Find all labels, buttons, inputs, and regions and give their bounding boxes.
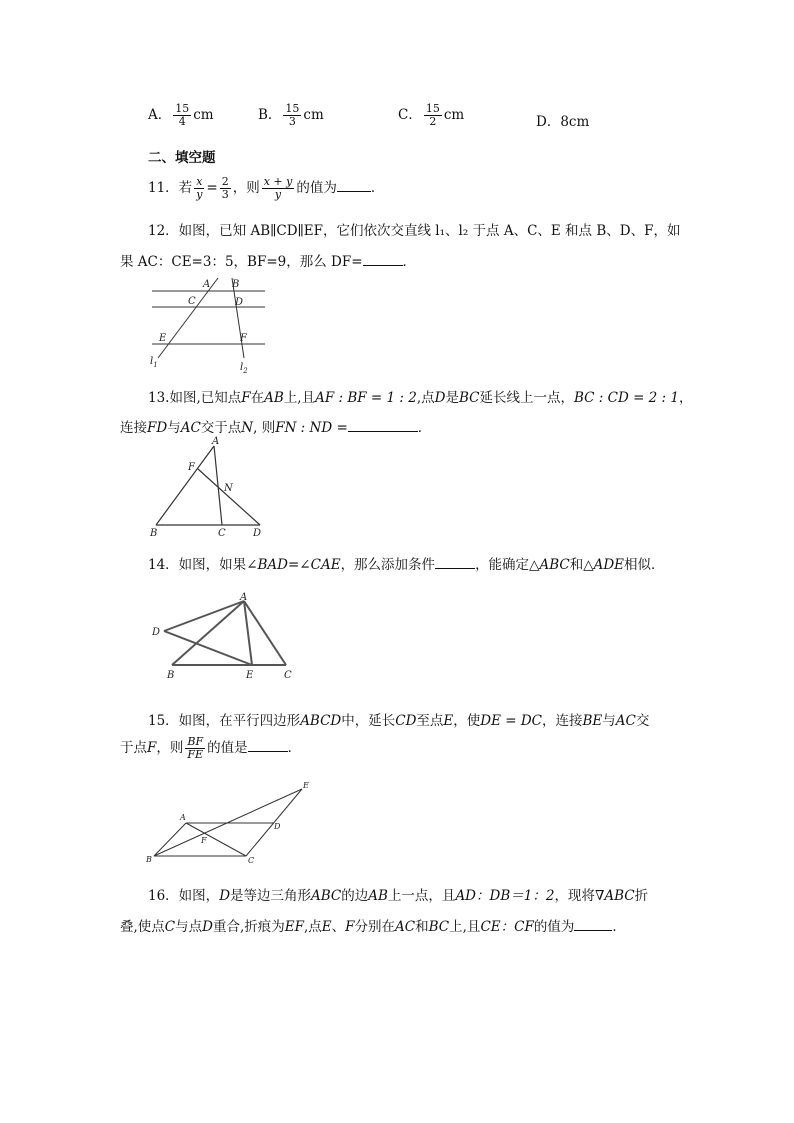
question-14: 14．如图，如果∠BAD=∠CAE，那么添加条件 ，能确定△ABC和△ADE相似． bbox=[148, 557, 665, 573]
segment-ab bbox=[172, 601, 244, 665]
choice-b-fraction: $\frac{15}{3}$ bbox=[285, 102, 300, 128]
answer-blank[interactable] bbox=[363, 252, 403, 266]
label-e: E bbox=[246, 670, 254, 681]
segment-ad bbox=[164, 601, 244, 631]
q11-fraction-x-over-y: $\frac{x}{y}$ bbox=[196, 175, 203, 201]
label-f: F bbox=[201, 836, 207, 845]
label-l1: $l_1$ bbox=[150, 356, 158, 369]
label-d: D bbox=[235, 297, 244, 308]
question-12-line-1: 12．如图，已知 AB∥CD∥EF，它们依次交直线 l₁、l₂ 于点 A、C、E 和点 B、D、F，如 bbox=[148, 223, 681, 239]
question-15-line-1: 15．如图，在平行四边形ABCD中，延长CD至点E，使DE = DC，连接BE与AC交 bbox=[148, 713, 650, 729]
choice-d: D．8cm bbox=[536, 114, 590, 130]
label-c: C bbox=[248, 856, 255, 865]
label-e: E bbox=[303, 781, 309, 790]
label-b: B bbox=[167, 670, 175, 681]
line-l2 bbox=[232, 278, 244, 358]
answer-blank[interactable] bbox=[574, 917, 612, 931]
line-l1 bbox=[158, 278, 218, 358]
label-c: C bbox=[218, 528, 226, 539]
q11-fraction-two-thirds: $\frac{2}{3}$ bbox=[221, 175, 229, 201]
question-15-line-2: 于点F，则 $\frac{BF}{FE}$ 的值是 ． bbox=[120, 735, 302, 761]
segment-ab bbox=[154, 823, 186, 856]
figure-parallelogram bbox=[140, 776, 320, 868]
choice-b: B． $\frac{15}{3}$ cm bbox=[258, 102, 324, 128]
question-12-line-2: 果 AC：CE=3：5，BF=9，那么 DF= ． bbox=[120, 254, 417, 270]
q11-fraction-x-plus-y-over-y: $\frac{x + y}{y}$ bbox=[263, 175, 293, 201]
answer-blank[interactable] bbox=[337, 178, 371, 192]
choice-c-fraction: $\frac{15}{2}$ bbox=[425, 102, 440, 128]
label-c: C bbox=[284, 670, 292, 681]
figure-similar-triangles bbox=[148, 590, 298, 682]
question-16-line-2: 叠,使点C与点D重合,折痕为EF,点E、F分别在AC和BC上,且CE：CF的值为 ． bbox=[120, 919, 626, 935]
q15-fraction-bf-over-fe: $\frac{BF}{FE}$ bbox=[187, 735, 204, 761]
label-b: B bbox=[146, 855, 152, 864]
segment-ac bbox=[214, 446, 222, 525]
question-13-line-2: 连接FD与AC交于点N, 则FN : ND = ． bbox=[120, 420, 432, 436]
segment-ab bbox=[156, 446, 214, 525]
label-f: F bbox=[240, 333, 247, 344]
choice-c: C． $\frac{15}{2}$ cm bbox=[398, 102, 465, 128]
label-e: E bbox=[159, 333, 167, 344]
label-d: D bbox=[152, 627, 161, 638]
figure-triangle-fn-nd bbox=[140, 436, 280, 542]
label-n: N bbox=[224, 483, 233, 494]
label-c: C bbox=[188, 296, 196, 307]
choice-a: A． $\frac{15}{4}$ cm bbox=[148, 102, 214, 128]
label-a: A bbox=[212, 436, 220, 447]
question-13-line-1: 13.如图,已知点F在AB上,且AF : BF = 1 : 2,点D是BC延长线上一点，BC : CD = 2 : 1， bbox=[148, 390, 693, 406]
label-a: A bbox=[180, 813, 186, 822]
label-b: B bbox=[150, 528, 158, 539]
figure-parallel-lines bbox=[140, 272, 280, 376]
question-16-line-1: 16．如图，D是等边三角形ABC的边AB上一点，且AD：DB＝1：2，现将∇ABC折 bbox=[148, 888, 649, 904]
label-a: A bbox=[203, 279, 211, 290]
answer-blank[interactable] bbox=[435, 555, 475, 569]
question-11: 11．若 $\frac{x}{y}$ = $\frac{2}{3}$ ，则 $\frac{x + y}{y}$ 的值为 ． bbox=[148, 175, 385, 201]
label-d: D bbox=[253, 528, 262, 539]
choice-a-fraction: $\frac{15}{4}$ bbox=[175, 102, 190, 128]
section-title: 二、填空题 bbox=[148, 150, 216, 166]
label-d: D bbox=[274, 822, 281, 831]
answer-blank[interactable] bbox=[248, 738, 288, 752]
label-l2: $l_2$ bbox=[240, 362, 248, 375]
segment-fd bbox=[198, 469, 260, 525]
label-b: B bbox=[232, 279, 240, 290]
label-a: A bbox=[240, 592, 248, 603]
label-f: F bbox=[188, 462, 195, 473]
answer-blank[interactable] bbox=[348, 418, 418, 432]
